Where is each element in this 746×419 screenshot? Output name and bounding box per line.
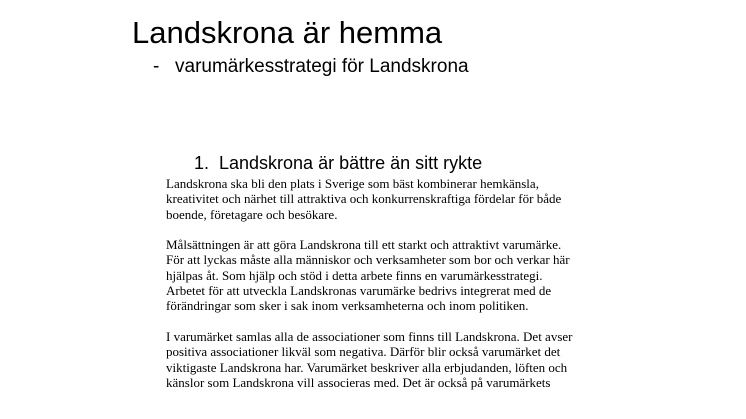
- subtitle-dash: -: [153, 56, 160, 77]
- section-number: 1.: [194, 153, 210, 173]
- text-line: förändringar som sker i sak inom verksamheterna och inom politiken.: [166, 298, 529, 314]
- paragraph-2: [166, 237, 666, 313]
- text-line: Landskrona ska bli den plats i Sverige som bäst kombinerar hemkänsla,: [166, 176, 539, 191]
- section-body: [166, 176, 666, 405]
- text-line: Arbetet för att utveckla Landskronas varumärke bedrivs integrerat med de: [166, 283, 552, 299]
- text-line: I varumärket samlas alla de associationer som finns till Landskrona. Det avser: [166, 328, 573, 344]
- document-subtitle: [153, 55, 469, 79]
- section-heading: [194, 152, 482, 174]
- section-heading-text: Landskrona är bättre än sitt rykte: [219, 153, 483, 173]
- text-line: positiva associationer likväl som negativa. Därför blir också varumärket det: [166, 344, 561, 360]
- text-line: kreativitet och närhet till attraktiva och konkurrenskraftiga fördelar för både: [166, 191, 562, 207]
- text-line: boende, företagare och besökare.: [166, 206, 338, 222]
- text-line: hjälpas åt. Som hjälp och stöd i detta arbete finns en varumärkesstrategi.: [166, 267, 543, 283]
- paragraph-1: [166, 176, 666, 222]
- paragraph-3: [166, 329, 666, 390]
- text-line: För att lyckas måste alla människor och verksamheter som bor och verkar här: [166, 252, 570, 268]
- text-line: viktigaste Landskrona har. Varumärket beskriver alla erbjudanden, löften och: [166, 359, 568, 375]
- document-title: Landskrona är hemma: [132, 15, 443, 50]
- text-line: känslor som Landskrona vill associeras med. Det är också på varumärkets: [166, 374, 551, 390]
- subtitle-text: varumärkesstrategi för Landskrona: [175, 56, 469, 77]
- text-line: Målsättningen är att göra Landskrona till ett starkt och attraktivt varumärke.: [166, 237, 562, 253]
